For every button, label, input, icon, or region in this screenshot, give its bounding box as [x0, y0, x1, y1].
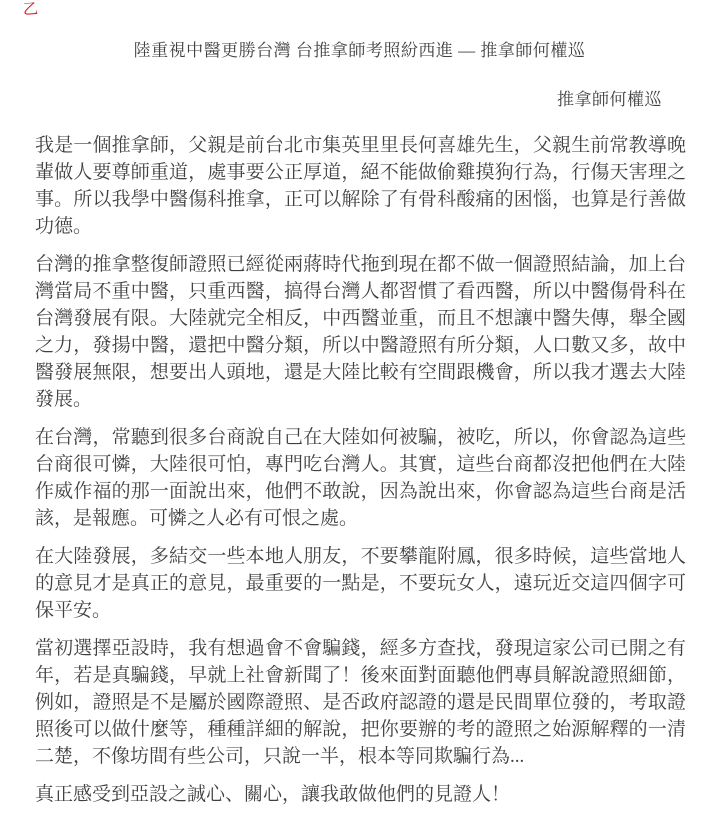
red-annotation-mark: 乙	[22, 1, 39, 19]
paragraph-advice: 在大陸發展，多結交一些本地人朋友，不要攀龍附鳳，很多時候，這些當地人的意見才是真正的意見，最重要的一點是，不要玩女人，遠玩近交這四個字可保平安。	[35, 546, 686, 621]
article-body	[35, 132, 686, 808]
page-title: 陸重視中醫更勝台灣 台推拿師考照紛西進 — 推拿師何權巡	[133, 41, 586, 60]
author-byline: 推拿師何權巡	[557, 90, 662, 109]
paragraph-closing: 真正感受到亞設之誠心、關心，讓我敢做他們的見證人！	[35, 784, 511, 805]
paragraph-taiwan-vs-mainland: 台灣的推拿整復師證照已經從兩蔣時代拖到現在都不做一個證照結論，加上台灣當局不重中醫，只重西醫，搞得台灣人都習慣了看西醫，所以中醫傷骨科在台灣發展有限。大陸就完全相反，中西醫並重，而且不想讓中醫失傳，舉全國之力，發揚中醫，還把中醫分類，所以中醫證照有所分類，人口數又多，故中醫發展無限，想要出人頭地，還是大陸比較有空間跟機會，所以我才選去大陸發展。	[35, 254, 686, 410]
paragraph-intro: 我是一個推拿師，父親是前台北市集英里里長何喜雄先生，父親生前常教導晚輩做人要尊師重道，處事要公正厚道，絕不能做偷雞摸狗行為，行傷天害理之事。所以我學中醫傷科推拿，正可以解除了有骨科酸痛的困惱，也算是行善做功德。	[35, 135, 686, 237]
paragraph-taishang: 在台灣，常聽到很多台商說自己在大陸如何被騙，被吃，所以，你會認為這些台商很可憐，大陸很可怕，專門吃台灣人。其實，這些台商都沒把他們在大陸作威作福的那一面說出來，他們不敢說，因為說出來，你會認為這些台商是活該，是報應。可憐之人必有可恨之處。	[35, 427, 686, 529]
paragraph-yashe-choice: 當初選擇亞設時，我有想過會不會騙錢，經多方查找，發現這家公司已開之有年，若是真騙錢，早就上社會新聞了！後來面對面聽他們專員解說證照細節，例如，證照是不是屬於國際證照、是否政府認證的還是民間單位發的，考取證照後可以做什麼等，種種詳細的解說，把你要辦的考的證照之始源解釋的一清二楚，不像坊間有些公司，只說一半，根本等同欺騙行為...	[35, 638, 686, 767]
